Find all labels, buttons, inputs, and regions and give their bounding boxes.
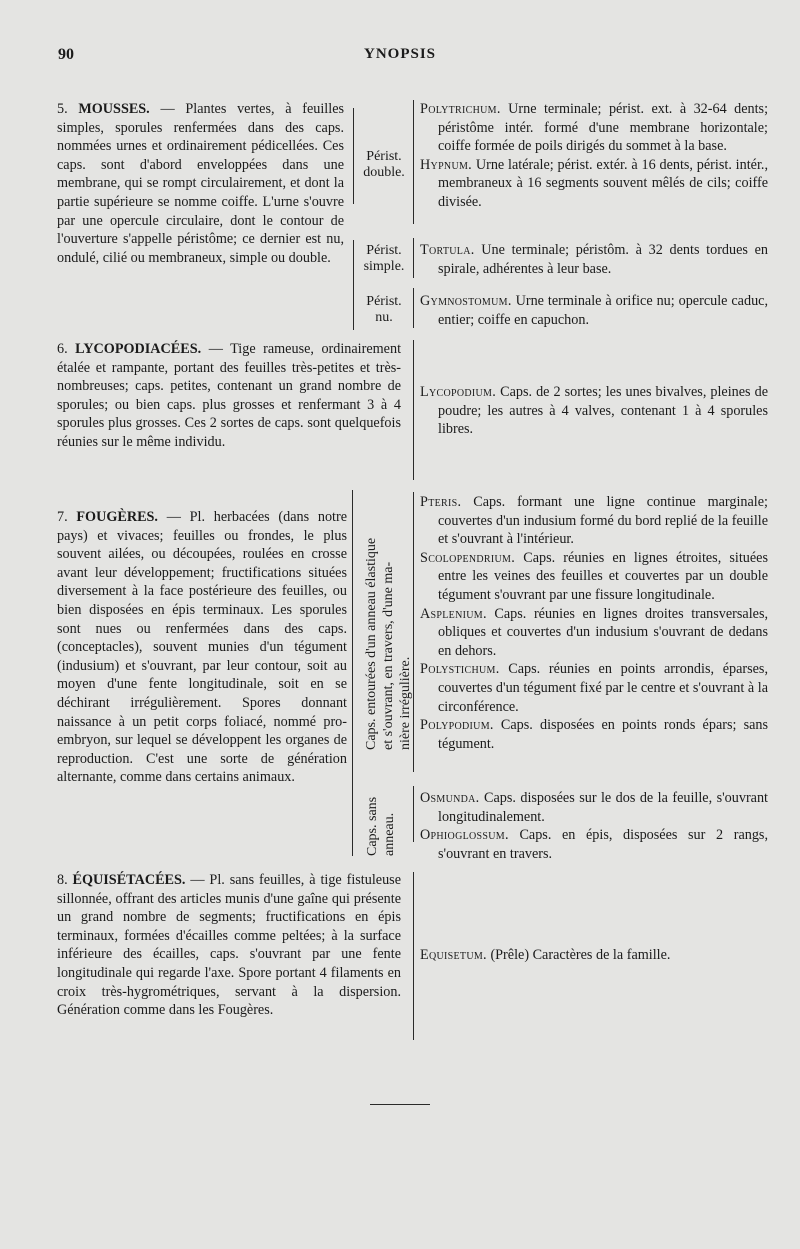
left-brace: [352, 490, 353, 856]
genus-name: Asplenium.: [420, 605, 487, 622]
genus-description: (Prêle) Caractères de la famille.: [490, 947, 671, 963]
genus-name: Gymnostomum.: [420, 293, 512, 309]
genus-name: Tortula.: [420, 242, 475, 258]
genus-block: [420, 789, 768, 863]
genus-entry: [420, 493, 768, 549]
section-title: LYCOPODIACÉES.: [75, 341, 202, 357]
genus-description: Urne terminale à orifice nu; opercule caduc, entier; coiffe en capuchon.: [438, 293, 769, 328]
label-line: anneau.: [382, 812, 397, 856]
section-description: — Pl. sans feuilles, à tige fistuleuse sillonnée, offrant des articles munis d'une gaîne qui présente un grand nombre de segments; fructifications en épis terminaux, formées d'écailles comme peltées; à la surface inférieure des écailles, caps. s'ouvrant par une fente longitudinale qui regarde l'axe. Spore portant 4 filaments en croix très-hygrométriques, servant à la dispersion. Génération comme dans les Fougères.: [57, 872, 401, 1019]
section-mousses: [57, 100, 344, 267]
right-brace: [413, 872, 414, 1040]
genus-description: Urne latérale; périst. extér. à 16 dents, périst. intér., membraneux à 16 segments souvent mêlés de cils; coiffe divisée.: [438, 156, 768, 210]
genus-entry: [420, 789, 768, 826]
left-brace: [353, 240, 354, 330]
genus-block: [420, 383, 768, 439]
label-line: Caps. sans: [365, 796, 380, 856]
genus-block: [420, 241, 768, 278]
label-perist-simple: Périst. simple.: [363, 243, 405, 274]
genus-name: Polypodium.: [420, 717, 494, 734]
genus-name: Hypnum.: [420, 156, 473, 173]
genus-block: [420, 100, 768, 212]
section-description: — Pl. herbacées (dans notre pays) et vivaces; feuilles ou frondes, le plus souvent ailées, ou découpées, roulées en crosse avant leur développement; fructifications situées diversement à la face postérieure des feuilles, ou bien disposées en épis terminaux. Les sporules sont nues ou renfermées dans des caps. (conceptacles), souvent munies d'un tégument (indusium) et s'ouvrant, par leur contour, soit au moyen d'une fente longitudinale, soit en se déchirant irrégulièrement. Spores donnant naissance à un petit corps foliacé, nommé pro-embryon, sur lequel se développent les organes de reproduction. C'est une sorte de génération alternante, comme dans certains animaux.: [57, 509, 347, 786]
genus-entry: [420, 605, 768, 661]
left-brace: [353, 108, 354, 204]
genus-description: Caps. disposées sur le dos de la feuille, s'ouvrant longitudinalement.: [438, 790, 769, 825]
genus-block: [420, 493, 768, 753]
genus-entry: [420, 383, 768, 439]
genus-entry: [420, 826, 768, 863]
genus-description: Caps. en épis, disposées sur 2 rangs, s'ouvrant en travers.: [438, 827, 768, 862]
genus-entry: [420, 660, 768, 716]
label-line: Caps. entourées d'un anneau élastique: [364, 537, 379, 750]
genus-name: Ophioglossum.: [420, 827, 509, 844]
genus-name: Osmunda.: [420, 790, 480, 806]
genus-description: Caps. réunies en points arrondis, éparses, couvertes d'un tégument fixé par le centre et s'ouvrant à la circonférence.: [438, 661, 768, 715]
end-rule: [370, 1104, 430, 1105]
right-brace: [413, 340, 414, 480]
right-brace: [413, 288, 414, 328]
genus-description: Caps. réunies en lignes étroites, situées entre les veines des feuilles et couvertes par un double tégument s'ouvrant par une fissure longitudinale.: [438, 549, 769, 603]
genus-description: Caps. réunies en lignes droites transversales, obliques et couvertes d'un indusium s'ouvrant de dedans en dehors.: [438, 605, 769, 659]
label-line: et s'ouvrant, en travers, d'une ma-: [381, 561, 396, 750]
section-title: ÉQUISÉTACÉES.: [72, 872, 186, 888]
genus-name: Polytrichum.: [420, 101, 501, 117]
genus-name: Lycopodium.: [420, 384, 497, 400]
genus-description: Caps. de 2 sortes; les unes bivalves, pleines de poudre; les autres à 4 valves, contenant 1 à 4 sporules libres.: [438, 384, 769, 438]
genus-name: Equisetum.: [420, 947, 487, 963]
genus-description: Caps. formant une ligne continue marginale; couvertes d'un indusium formé du bord replié de la feuille et s'ouvrant à l'intérieur.: [438, 494, 768, 548]
right-brace: [413, 492, 414, 772]
running-head: YNOPSIS: [363, 46, 437, 62]
genus-entry: [420, 946, 768, 965]
label-perist-nu: Périst. nu.: [366, 294, 402, 325]
genus-name: Pteris.: [420, 494, 462, 510]
section-equisetacees: [57, 871, 401, 1020]
genus-entry: [420, 549, 768, 605]
genus-entry: [420, 292, 768, 329]
genus-entry: [420, 716, 768, 753]
section-description: — Tige rameuse, ordinairement étalée et rampante, portant des feuilles très-petites et très-nombreuses; caps. petites, contenant un grand nombre de sporules; ou bien caps. plus grosses et renfermant 3 à 4 sporules plus grosses. Ces 2 sortes de caps. sont quelquefois réunies sur le même individu.: [57, 341, 402, 450]
section-lycopodiacees: [57, 340, 401, 452]
section-number: 7.: [57, 509, 68, 525]
section-number: 8.: [57, 872, 68, 888]
genus-block: [420, 946, 768, 965]
label-perist-double: Périst. double.: [363, 149, 405, 180]
genus-name: Scolopendrium.: [420, 549, 516, 566]
genus-description: Urne terminale; périst. ext. à 32-64 dents; péristôme intér. formé d'une membrane horizontale; coiffe formée de poils dirigés du sommet à la base.: [438, 101, 769, 155]
section-description: — Plantes vertes, à feuilles simples, sporules renfermées dans des caps. nommées urnes et ordinairement pédicellées. Ces caps. sont d'abord enveloppées dans une membrane, qui se rompt circulairement, et dont la partie supérieure se nomme coiffe. L'urne s'ouvre par une opercule circulaire, dont le contour de l'ouverture s'appelle péristôme; ce dernier est nu, ondulé, cilié ou membraneux, simple ou double.: [57, 101, 345, 266]
genus-entry: [420, 100, 768, 156]
right-brace: [413, 786, 414, 842]
page-number: 90: [58, 46, 74, 63]
section-fougeres: [57, 508, 347, 787]
section-title: FOUGÈRES.: [76, 509, 158, 525]
genus-entry: [420, 156, 768, 212]
caps-sans-anneau-label: [364, 797, 398, 856]
genus-description: Une terminale; péristôm. à 32 dents tordues en spirale, adhérentes à leur base.: [438, 242, 768, 277]
right-brace: [413, 100, 414, 224]
genus-entry: [420, 241, 768, 278]
caps-anneau-label: [363, 538, 414, 750]
genus-name: Polystichum.: [420, 661, 500, 678]
section-number: 6.: [57, 341, 68, 357]
genus-block: [420, 292, 768, 329]
section-number: 5.: [57, 101, 68, 117]
label-line: nière irrégulière.: [398, 656, 413, 750]
genus-description: Caps. disposées en points ronds épars; sans tégument.: [438, 717, 769, 752]
right-brace: [413, 238, 414, 278]
section-title: MOUSSES.: [78, 101, 150, 117]
